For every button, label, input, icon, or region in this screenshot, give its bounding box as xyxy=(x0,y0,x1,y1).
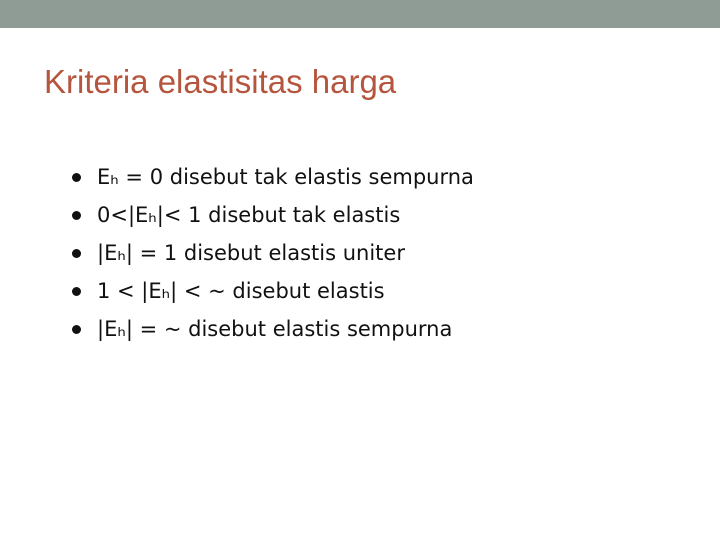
bullet-text: Eₕ = 0 disebut tak elastis sempurna xyxy=(97,165,474,189)
list-item xyxy=(72,234,474,272)
bullet-dot-icon xyxy=(72,211,81,220)
top-banner xyxy=(0,0,720,28)
bullet-text: |Eₕ| = 1 disebut elastis uniter xyxy=(97,241,405,265)
bullet-dot-icon xyxy=(72,249,81,258)
bullet-text: |Eₕ| = ~ disebut elastis sempurna xyxy=(97,317,453,341)
list-item xyxy=(72,272,474,310)
list-item xyxy=(72,158,474,196)
bullet-dot-icon xyxy=(72,325,81,334)
list-item xyxy=(72,310,474,348)
bullet-text: 1 < |Eₕ| < ~ disebut elastis xyxy=(97,279,385,303)
bullet-dot-icon xyxy=(72,173,81,182)
bullet-list xyxy=(72,158,474,348)
slide-title: Kriteria elastisitas harga xyxy=(44,63,397,100)
bullet-dot-icon xyxy=(72,287,81,296)
bullet-text: 0<|Eₕ|< 1 disebut tak elastis xyxy=(97,203,401,227)
list-item xyxy=(72,196,474,234)
